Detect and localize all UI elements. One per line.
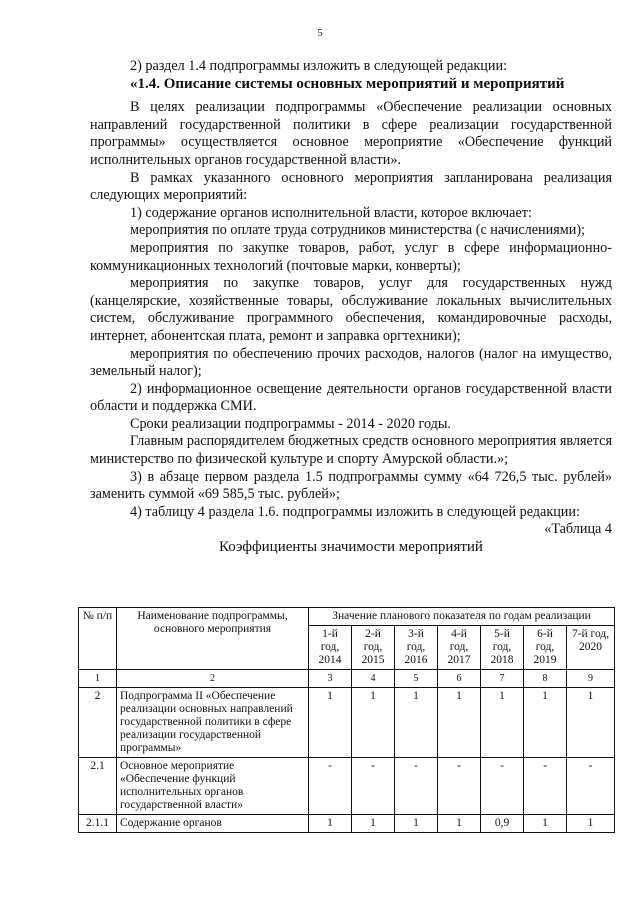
value-cell: 1 bbox=[395, 815, 438, 833]
header-number: № п/п bbox=[79, 608, 117, 670]
value-cell: 1 bbox=[352, 688, 395, 758]
paragraph: 3) в абзаце первом раздела 1.5 подпрограммы сумму «64 726,5 тыс. рублей» заменить суммой «69 585,5 тыс. рублей»; bbox=[90, 468, 612, 503]
paragraph: Главным распорядителем бюджетных средств основного мероприятия является министерство по физической культуре и спорту Амурской области.»; bbox=[90, 433, 612, 468]
page-number: 5 bbox=[317, 27, 323, 39]
row-name: Подпрограмма II «Обеспечение реализации основных направлений государственной политики в сфере реализации государственной программы» bbox=[117, 688, 309, 758]
index-cell: 7 bbox=[481, 670, 524, 688]
year-header: 1-й год, 2014 bbox=[309, 626, 352, 670]
header-name: Наименование подпрограммы, основного мероприятия bbox=[117, 608, 309, 670]
index-cell: 5 bbox=[395, 670, 438, 688]
year-header: 5-й год, 2018 bbox=[481, 626, 524, 670]
value-cell: 1 bbox=[438, 815, 481, 833]
value-cell: 1 bbox=[567, 688, 615, 758]
index-cell: 4 bbox=[352, 670, 395, 688]
paragraph: 2) информационное освещение деятельности органов государственной власти области и поддержка СМИ. bbox=[90, 380, 612, 415]
paragraph: мероприятия по закупке товаров, работ, услуг в сфере информационно-коммуникационных технологий (почтовые марки, конверты); bbox=[90, 239, 612, 274]
table-row bbox=[79, 688, 615, 758]
row-number: 2 bbox=[79, 688, 117, 758]
value-cell: 1 bbox=[567, 815, 615, 833]
value-cell: - bbox=[395, 758, 438, 815]
paragraph: Сроки реализации подпрограммы - 2014 - 2020 годы. bbox=[130, 415, 451, 432]
value-cell: 1 bbox=[524, 815, 567, 833]
table-row bbox=[79, 758, 615, 815]
index-cell: 1 bbox=[79, 670, 117, 688]
value-cell: 1 bbox=[309, 688, 352, 758]
header-values: Значение планового показателя по годам реализации bbox=[309, 608, 615, 626]
value-cell: - bbox=[524, 758, 567, 815]
value-cell: 1 bbox=[438, 688, 481, 758]
year-header: 6-й год, 2019 bbox=[524, 626, 567, 670]
value-cell: 1 bbox=[352, 815, 395, 833]
paragraph: мероприятия по оплате труда сотрудников министерства (с начислениями); bbox=[130, 222, 585, 239]
row-name: Содержание органов bbox=[117, 815, 309, 833]
index-cell: 6 bbox=[438, 670, 481, 688]
paragraph: 1) содержание органов исполнительной власти, которое включает: bbox=[130, 204, 532, 221]
year-header: 7-й год, 2020 bbox=[567, 626, 615, 670]
table-index-row bbox=[79, 670, 615, 688]
value-cell: 1 bbox=[524, 688, 567, 758]
index-cell: 8 bbox=[524, 670, 567, 688]
value-cell: 0,9 bbox=[481, 815, 524, 833]
index-cell: 2 bbox=[117, 670, 309, 688]
value-cell: - bbox=[438, 758, 481, 815]
table-reference: «Таблица 4 bbox=[544, 521, 612, 538]
index-cell: 9 bbox=[567, 670, 615, 688]
value-cell: - bbox=[567, 758, 615, 815]
paragraph: 4) таблицу 4 раздела 1.6. подпрограммы изложить в следующей редакции: bbox=[130, 503, 580, 520]
row-number: 2.1.1 bbox=[79, 815, 117, 833]
coefficients-table bbox=[78, 607, 615, 833]
value-cell: 1 bbox=[309, 815, 352, 833]
section-heading: «1.4. Описание системы основных мероприятий и мероприятий bbox=[130, 75, 565, 92]
value-cell: - bbox=[352, 758, 395, 815]
value-cell: - bbox=[481, 758, 524, 815]
amendment-line-2: 2) раздел 1.4 подпрограммы изложить в следующей редакции: bbox=[130, 58, 508, 74]
paragraph: В целях реализации подпрограммы «Обеспечение реализации основных направлений государственной политики в сфере реализации государственной программы» осуществляется основное мероприятие «Обеспечение функций исполнительных органов государственной власти». bbox=[90, 99, 612, 168]
document-body bbox=[90, 58, 612, 557]
year-header: 3-й год, 2016 bbox=[395, 626, 438, 670]
value-cell: 1 bbox=[395, 688, 438, 758]
index-cell: 3 bbox=[309, 670, 352, 688]
year-header: 4-й год, 2017 bbox=[438, 626, 481, 670]
year-header: 2-й год, 2015 bbox=[352, 626, 395, 670]
table-row bbox=[79, 815, 615, 833]
value-cell: - bbox=[309, 758, 352, 815]
value-cell: 1 bbox=[481, 688, 524, 758]
table-header-row bbox=[79, 608, 615, 626]
paragraph: В рамках указанного основного мероприятия запланирована реализация следующих мероприятий: bbox=[90, 169, 612, 204]
row-number: 2.1 bbox=[79, 758, 117, 815]
table-caption: Коэффициенты значимости мероприятий bbox=[219, 539, 483, 556]
row-name: Основное мероприятие «Обеспечение функций исполнительных органов государственной власти» bbox=[117, 758, 309, 815]
paragraph: мероприятия по обеспечению прочих расходов, налогов (налог на имущество, земельный налог); bbox=[90, 345, 612, 380]
paragraph: мероприятия по закупке товаров, услуг для государственных нужд (канцелярские, хозяйственные товары, обслуживание локальных вычислительных систем, обслуживание программного обеспечения, командировочные расходы, интернет, абонентская плата, ремонт и заправка оргтехники); bbox=[90, 275, 612, 344]
